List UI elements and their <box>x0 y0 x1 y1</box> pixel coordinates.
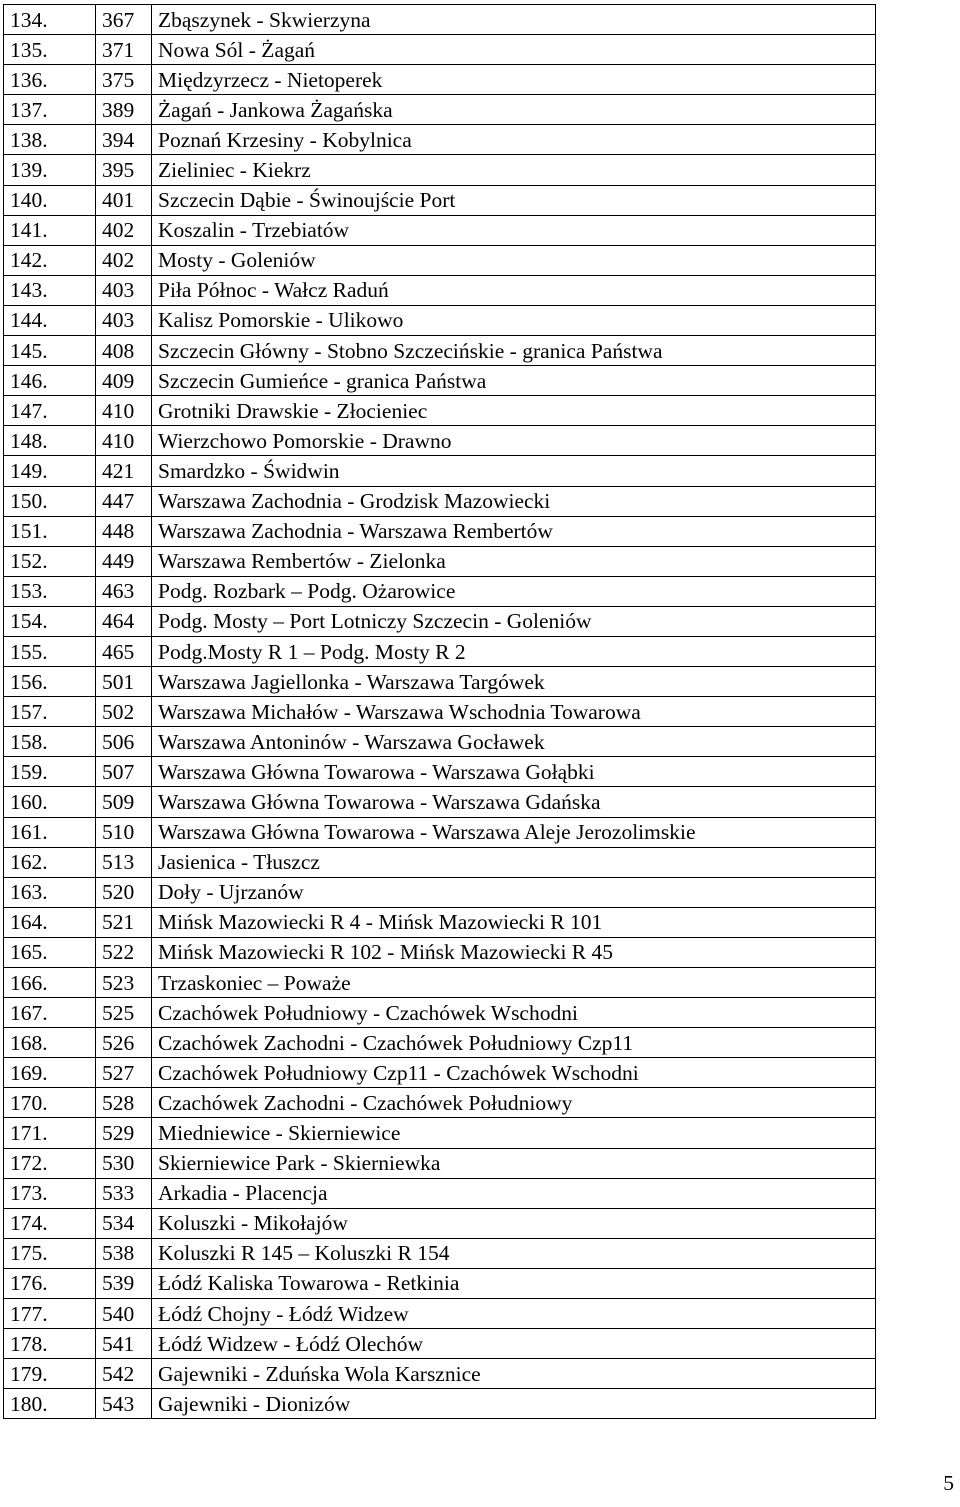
line-code-cell: 463 <box>96 576 152 606</box>
route-name-cell: Warszawa Zachodnia - Warszawa Rembertów <box>152 516 876 546</box>
line-code-cell: 534 <box>96 1208 152 1238</box>
table-row <box>4 95 876 125</box>
line-code-cell: 533 <box>96 1178 152 1208</box>
line-code-cell: 401 <box>96 185 152 215</box>
line-code-cell: 521 <box>96 907 152 937</box>
table-row <box>4 1359 876 1389</box>
route-name-cell: Szczecin Gumieńce - granica Państwa <box>152 366 876 396</box>
route-name-cell: Czachówek Zachodni - Czachówek Południowy <box>152 1088 876 1118</box>
row-number-cell: 152. <box>4 546 96 576</box>
table-row <box>4 1178 876 1208</box>
row-number-cell: 135. <box>4 35 96 65</box>
line-code-cell: 367 <box>96 5 152 35</box>
line-code-cell: 465 <box>96 636 152 666</box>
page-number: 5 <box>943 1471 954 1495</box>
row-number-cell: 172. <box>4 1148 96 1178</box>
line-code-cell: 502 <box>96 697 152 727</box>
line-code-cell: 510 <box>96 817 152 847</box>
row-number-cell: 166. <box>4 968 96 998</box>
line-code-cell: 525 <box>96 998 152 1028</box>
route-name-cell: Trzaskoniec – Poważe <box>152 968 876 998</box>
table-row <box>4 1208 876 1238</box>
route-name-cell: Doły - Ujrzanów <box>152 877 876 907</box>
table-row <box>4 546 876 576</box>
line-code-cell: 526 <box>96 1028 152 1058</box>
line-code-cell: 464 <box>96 606 152 636</box>
table-row <box>4 456 876 486</box>
line-code-cell: 529 <box>96 1118 152 1148</box>
table-row <box>4 275 876 305</box>
row-number-cell: 147. <box>4 396 96 426</box>
line-code-cell: 408 <box>96 336 152 366</box>
table-row <box>4 1148 876 1178</box>
row-number-cell: 143. <box>4 275 96 305</box>
route-name-cell: Łódź Chojny - Łódź Widzew <box>152 1299 876 1329</box>
row-number-cell: 150. <box>4 486 96 516</box>
table-row <box>4 35 876 65</box>
route-name-cell: Warszawa Główna Towarowa - Warszawa Aleje Jerozolimskie <box>152 817 876 847</box>
row-number-cell: 134. <box>4 5 96 35</box>
line-code-cell: 402 <box>96 215 152 245</box>
line-code-cell: 403 <box>96 305 152 335</box>
route-name-cell: Podg. Rozbark – Podg. Ożarowice <box>152 576 876 606</box>
table-row <box>4 1389 876 1419</box>
row-number-cell: 159. <box>4 757 96 787</box>
table-row <box>4 877 876 907</box>
line-code-cell: 528 <box>96 1088 152 1118</box>
route-name-cell: Gajewniki - Dionizów <box>152 1389 876 1419</box>
route-name-cell: Zieliniec - Kiekrz <box>152 155 876 185</box>
route-name-cell: Mosty - Goleniów <box>152 245 876 275</box>
table-row <box>4 968 876 998</box>
row-number-cell: 171. <box>4 1118 96 1148</box>
table-row <box>4 65 876 95</box>
route-name-cell: Czachówek Południowy Czp11 - Czachówek Wschodni <box>152 1058 876 1088</box>
line-code-cell: 389 <box>96 95 152 125</box>
route-name-cell: Warszawa Główna Towarowa - Warszawa Gdańska <box>152 787 876 817</box>
table-row <box>4 817 876 847</box>
route-name-cell: Żagań - Jankowa Żagańska <box>152 95 876 125</box>
route-name-cell: Skierniewice Park - Skierniewka <box>152 1148 876 1178</box>
row-number-cell: 169. <box>4 1058 96 1088</box>
line-code-cell: 501 <box>96 667 152 697</box>
route-name-cell: Warszawa Antoninów - Warszawa Gocławek <box>152 727 876 757</box>
line-code-cell: 527 <box>96 1058 152 1088</box>
route-name-cell: Arkadia - Placencja <box>152 1178 876 1208</box>
route-name-cell: Smardzko - Świdwin <box>152 456 876 486</box>
table-row <box>4 486 876 516</box>
row-number-cell: 139. <box>4 155 96 185</box>
table-row <box>4 667 876 697</box>
table-body <box>4 5 876 1419</box>
row-number-cell: 136. <box>4 65 96 95</box>
table-row <box>4 727 876 757</box>
line-code-cell: 448 <box>96 516 152 546</box>
table-row <box>4 336 876 366</box>
table-row <box>4 1028 876 1058</box>
table-row <box>4 576 876 606</box>
table-row <box>4 757 876 787</box>
line-code-cell: 402 <box>96 245 152 275</box>
table-row <box>4 1329 876 1359</box>
row-number-cell: 144. <box>4 305 96 335</box>
line-code-cell: 538 <box>96 1238 152 1268</box>
row-number-cell: 153. <box>4 576 96 606</box>
line-code-cell: 530 <box>96 1148 152 1178</box>
route-name-cell: Kalisz Pomorskie - Ulikowo <box>152 305 876 335</box>
row-number-cell: 180. <box>4 1389 96 1419</box>
route-name-cell: Jasienica - Tłuszcz <box>152 847 876 877</box>
route-name-cell: Podg. Mosty – Port Lotniczy Szczecin - Goleniów <box>152 606 876 636</box>
row-number-cell: 154. <box>4 606 96 636</box>
row-number-cell: 170. <box>4 1088 96 1118</box>
route-name-cell: Łódź Kaliska Towarowa - Retkinia <box>152 1268 876 1298</box>
row-number-cell: 161. <box>4 817 96 847</box>
row-number-cell: 149. <box>4 456 96 486</box>
row-number-cell: 148. <box>4 426 96 456</box>
line-code-cell: 506 <box>96 727 152 757</box>
row-number-cell: 158. <box>4 727 96 757</box>
table-row <box>4 1238 876 1268</box>
row-number-cell: 157. <box>4 697 96 727</box>
route-name-cell: Miedniewice - Skierniewice <box>152 1118 876 1148</box>
route-name-cell: Poznań Krzesiny - Kobylnica <box>152 125 876 155</box>
row-number-cell: 145. <box>4 336 96 366</box>
line-code-cell: 410 <box>96 426 152 456</box>
table-row <box>4 215 876 245</box>
row-number-cell: 168. <box>4 1028 96 1058</box>
route-name-cell: Koluszki R 145 – Koluszki R 154 <box>152 1238 876 1268</box>
line-code-cell: 375 <box>96 65 152 95</box>
route-name-cell: Podg.Mosty R 1 – Podg. Mosty R 2 <box>152 636 876 666</box>
table-row <box>4 787 876 817</box>
row-number-cell: 146. <box>4 366 96 396</box>
line-code-cell: 513 <box>96 847 152 877</box>
route-name-cell: Mińsk Mazowiecki R 102 - Mińsk Mazowiecki R 45 <box>152 937 876 967</box>
line-code-cell: 520 <box>96 877 152 907</box>
route-name-cell: Łódź Widzew - Łódź Olechów <box>152 1329 876 1359</box>
railway-line-table <box>3 4 876 1419</box>
table-row <box>4 516 876 546</box>
line-code-cell: 509 <box>96 787 152 817</box>
row-number-cell: 174. <box>4 1208 96 1238</box>
route-name-cell: Zbąszynek - Skwierzyna <box>152 5 876 35</box>
row-number-cell: 162. <box>4 847 96 877</box>
route-name-cell: Warszawa Michałów - Warszawa Wschodnia Towarowa <box>152 697 876 727</box>
row-number-cell: 156. <box>4 667 96 697</box>
table-row <box>4 606 876 636</box>
row-number-cell: 140. <box>4 185 96 215</box>
route-name-cell: Koluszki - Mikołajów <box>152 1208 876 1238</box>
table-row <box>4 636 876 666</box>
route-name-cell: Warszawa Jagiellonka - Warszawa Targówek <box>152 667 876 697</box>
line-code-cell: 394 <box>96 125 152 155</box>
route-name-cell: Międzyrzecz - Nietoperek <box>152 65 876 95</box>
row-number-cell: 141. <box>4 215 96 245</box>
line-code-cell: 522 <box>96 937 152 967</box>
line-code-cell: 540 <box>96 1299 152 1329</box>
table-row <box>4 426 876 456</box>
row-number-cell: 178. <box>4 1329 96 1359</box>
row-number-cell: 177. <box>4 1299 96 1329</box>
table-row <box>4 1299 876 1329</box>
table-row <box>4 998 876 1028</box>
table-row <box>4 5 876 35</box>
table-row <box>4 847 876 877</box>
route-name-cell: Koszalin - Trzebiatów <box>152 215 876 245</box>
table-row <box>4 305 876 335</box>
table-row <box>4 185 876 215</box>
row-number-cell: 175. <box>4 1238 96 1268</box>
line-code-cell: 410 <box>96 396 152 426</box>
row-number-cell: 138. <box>4 125 96 155</box>
row-number-cell: 137. <box>4 95 96 125</box>
line-code-cell: 421 <box>96 456 152 486</box>
line-code-cell: 447 <box>96 486 152 516</box>
row-number-cell: 151. <box>4 516 96 546</box>
row-number-cell: 167. <box>4 998 96 1028</box>
table-row <box>4 125 876 155</box>
route-name-cell: Wierzchowo Pomorskie - Drawno <box>152 426 876 456</box>
table-row <box>4 697 876 727</box>
line-code-cell: 539 <box>96 1268 152 1298</box>
row-number-cell: 179. <box>4 1359 96 1389</box>
table-row <box>4 396 876 426</box>
route-name-cell: Grotniki Drawskie - Złocieniec <box>152 396 876 426</box>
route-name-cell: Warszawa Główna Towarowa - Warszawa Gołąbki <box>152 757 876 787</box>
row-number-cell: 160. <box>4 787 96 817</box>
route-name-cell: Szczecin Główny - Stobno Szczecińskie - granica Państwa <box>152 336 876 366</box>
table-row <box>4 1088 876 1118</box>
table-row <box>4 1268 876 1298</box>
route-name-cell: Warszawa Rembertów - Zielonka <box>152 546 876 576</box>
route-name-cell: Piła Północ - Wałcz Raduń <box>152 275 876 305</box>
row-number-cell: 176. <box>4 1268 96 1298</box>
row-number-cell: 165. <box>4 937 96 967</box>
line-code-cell: 507 <box>96 757 152 787</box>
route-name-cell: Mińsk Mazowiecki R 4 - Mińsk Mazowiecki R 101 <box>152 907 876 937</box>
route-name-cell: Nowa Sól - Żagań <box>152 35 876 65</box>
table-row <box>4 245 876 275</box>
table-row <box>4 1058 876 1088</box>
line-code-cell: 395 <box>96 155 152 185</box>
line-code-cell: 541 <box>96 1329 152 1359</box>
table-row <box>4 366 876 396</box>
row-number-cell: 173. <box>4 1178 96 1208</box>
table-row <box>4 907 876 937</box>
route-name-cell: Warszawa Zachodnia - Grodzisk Mazowiecki <box>152 486 876 516</box>
line-code-cell: 523 <box>96 968 152 998</box>
line-code-cell: 409 <box>96 366 152 396</box>
line-code-cell: 449 <box>96 546 152 576</box>
line-code-cell: 543 <box>96 1389 152 1419</box>
table-row <box>4 1118 876 1148</box>
table-row <box>4 937 876 967</box>
row-number-cell: 142. <box>4 245 96 275</box>
route-name-cell: Gajewniki - Zduńska Wola Karsznice <box>152 1359 876 1389</box>
line-code-cell: 403 <box>96 275 152 305</box>
line-code-cell: 542 <box>96 1359 152 1389</box>
row-number-cell: 155. <box>4 636 96 666</box>
line-code-cell: 371 <box>96 35 152 65</box>
route-name-cell: Szczecin Dąbie - Świnoujście Port <box>152 185 876 215</box>
route-name-cell: Czachówek Południowy - Czachówek Wschodni <box>152 998 876 1028</box>
row-number-cell: 164. <box>4 907 96 937</box>
table-row <box>4 155 876 185</box>
route-name-cell: Czachówek Zachodni - Czachówek Południowy Czp11 <box>152 1028 876 1058</box>
row-number-cell: 163. <box>4 877 96 907</box>
